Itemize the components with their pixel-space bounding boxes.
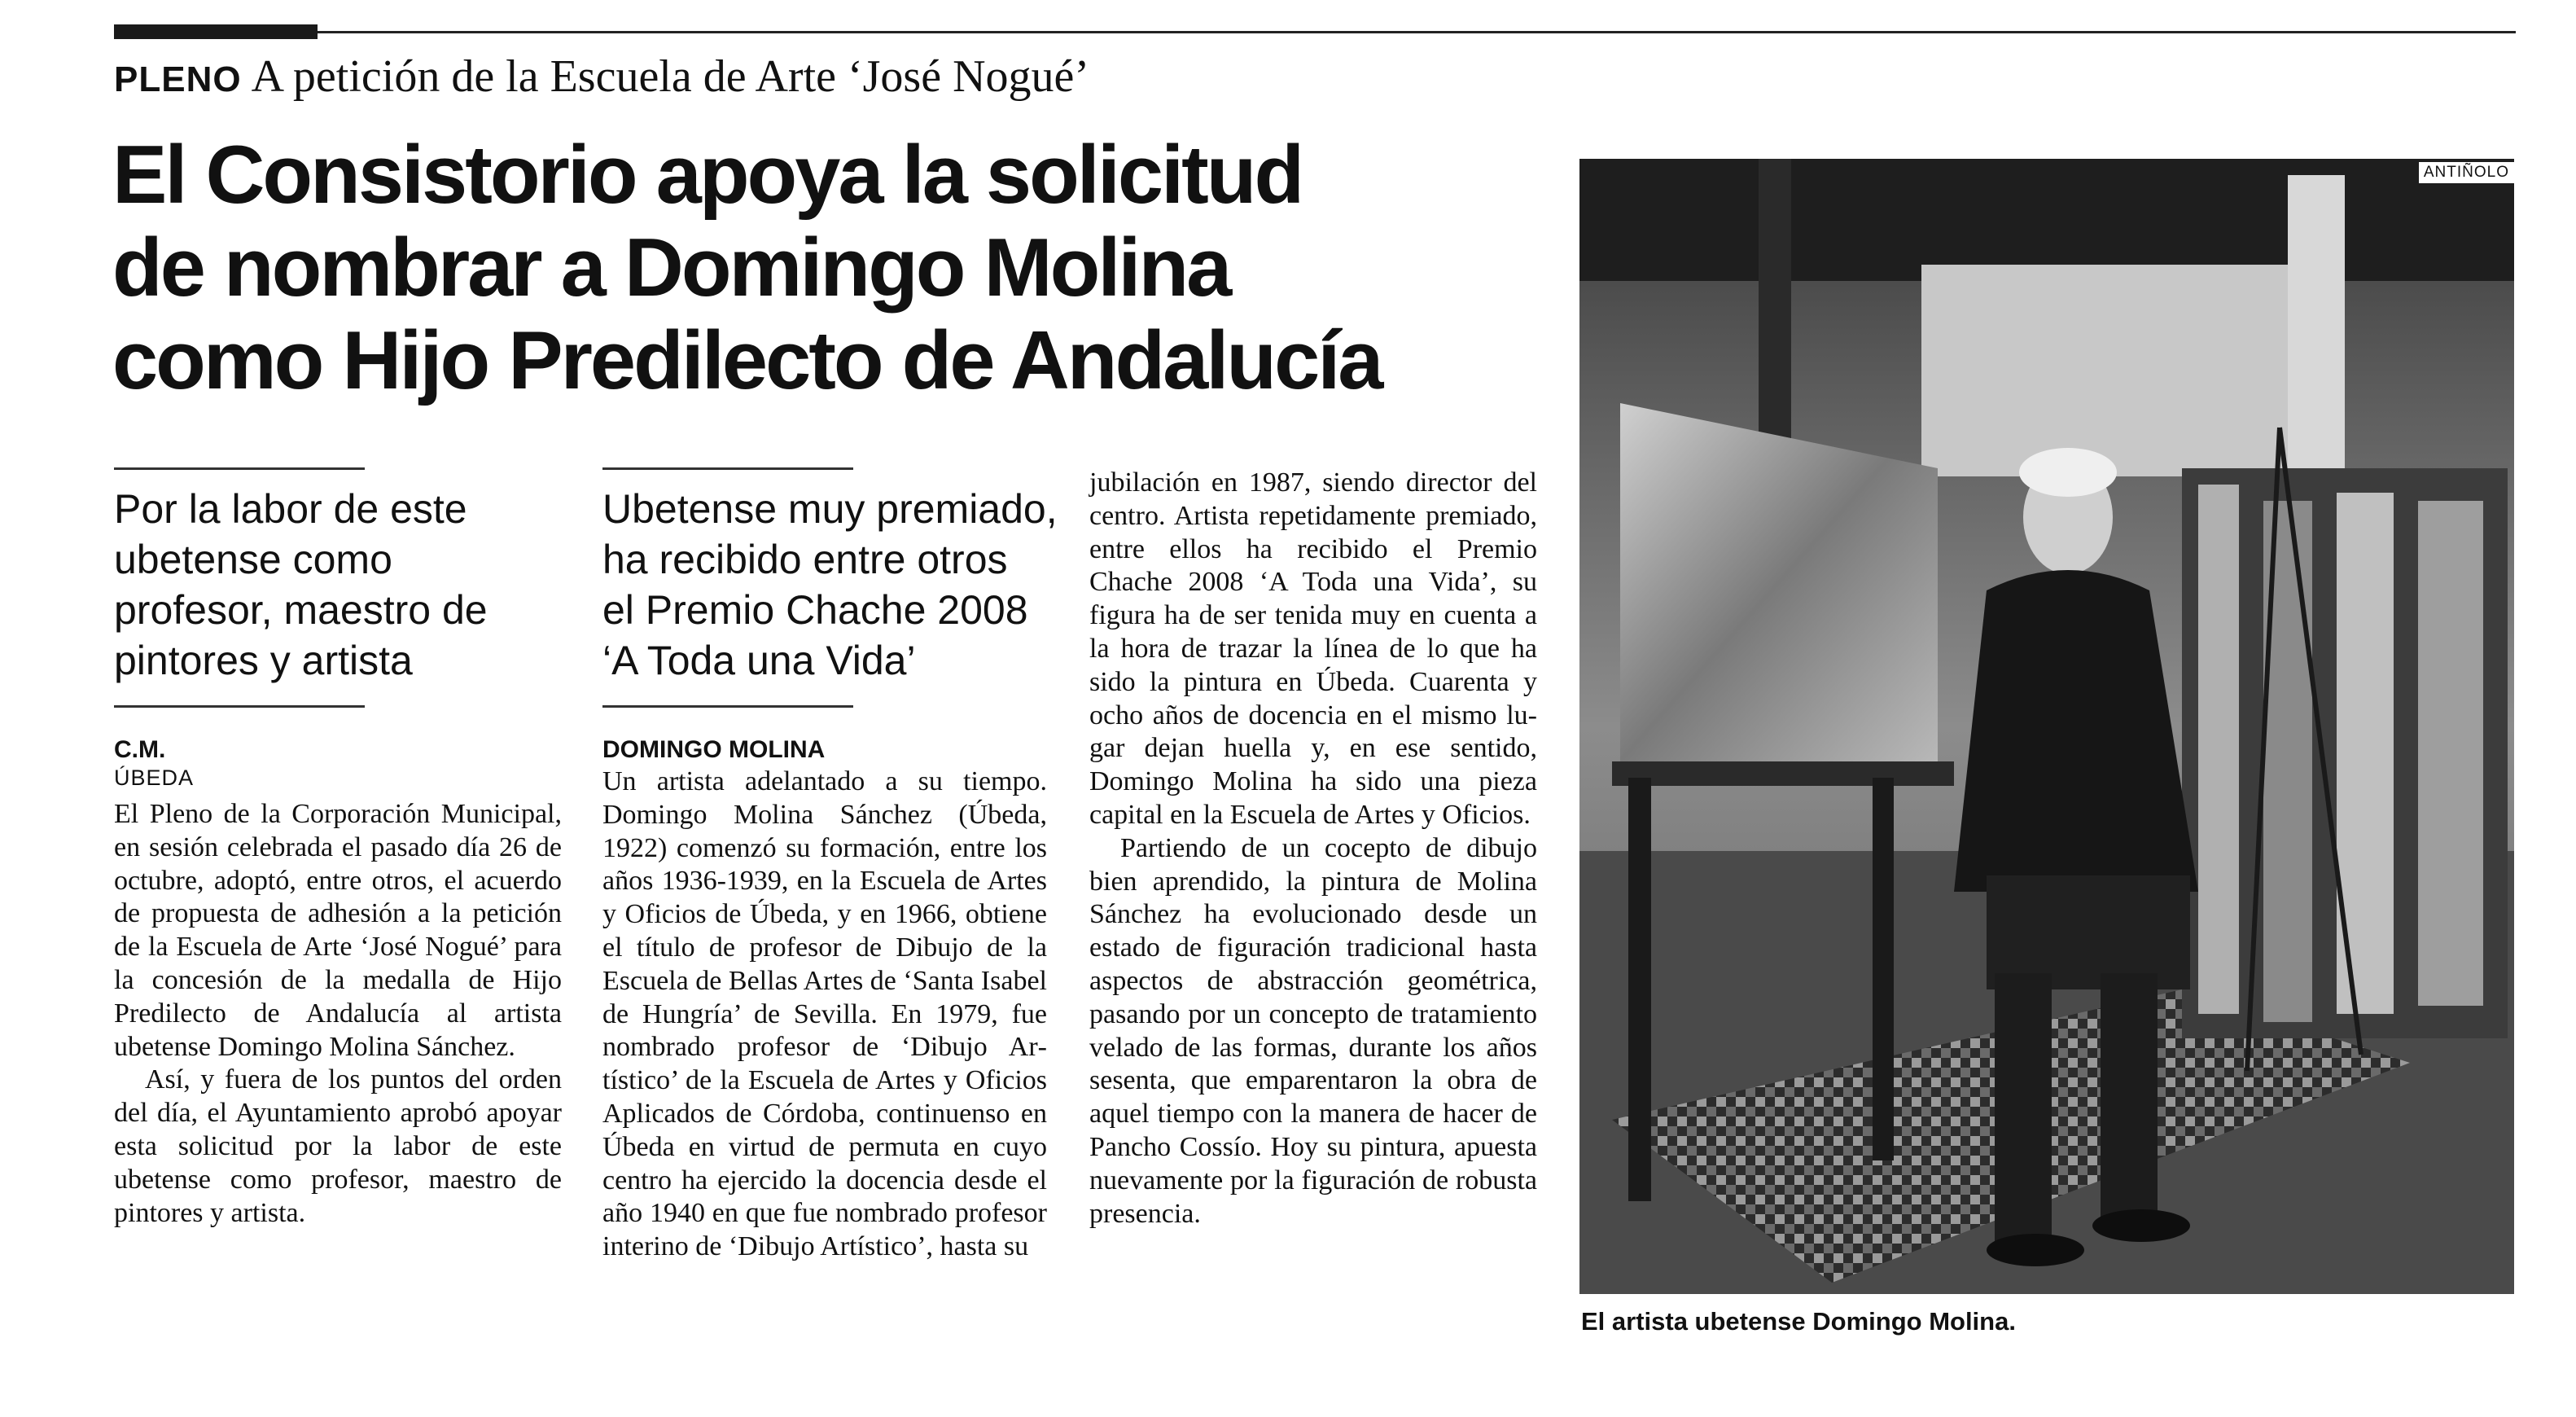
kicker-text: A petición de la Escuela de Arte ‘José Nogué’ — [251, 51, 1090, 102]
subhead-left-line: Por la labor de este — [114, 486, 467, 532]
subhead-right-top-rule — [602, 467, 853, 470]
paragraph: Partiendo de un cocepto de dibujo bien aprendido, la pintura de Molina Sánchez ha evolucionado desde un estado de figuración tradicional hasta aspectos de abstracción geométrica, pasando por un concepto de tratamiento velado de las formas, durante los años sesenta, que emparentaron la obra de aquel tiempo con la manera de hacer de Pancho Cossío. Hoy su pintura, apuesta nuevamente por la figuración de robusta presencia. — [1089, 832, 1537, 1229]
paragraph: jubilación en 1987, siendo director del centro. Artista repetidamente premiado, entre ellos ha recibido el Premio Chache 2008 ‘A Toda una Vida’, su figura ha de ser tenida muy en cuenta a la hora de trazar la línea de lo que ha sido la pintura en Úbeda. Cuarenta y ocho años de docencia en el mismo lugar dejan huella y, en ese sentido, Domingo Molina ha sido una pieza capital en la Escuela de Artes y Oficios. — [1089, 467, 1537, 830]
subhead-left — [114, 484, 570, 686]
subhead-left-line: profesor, maestro de — [114, 587, 488, 633]
studio-scene-illustration — [1579, 159, 2514, 1294]
subhead-right-line: el Premio Chache 2008 — [602, 587, 1028, 633]
subhead-left-bottom-rule — [114, 705, 365, 708]
body-column-3 — [1089, 467, 1537, 1231]
body-column-1 — [114, 798, 562, 1230]
subhead-right-line: ha recibido entre otros — [602, 537, 1008, 582]
artist-photo — [1579, 159, 2514, 1294]
section-top-bar — [114, 24, 318, 39]
byline-author: C.M. — [114, 736, 166, 763]
photo-caption: El artista ubetense Domingo Molina. — [1581, 1307, 2016, 1336]
paragraph: El Pleno de la Corporación Municipal, en sesión celebrada el pasado día 26 de octubre, adoptó, entre otros, el acuerdo de propuesta de adhesión a la petición de la Escuela de Arte ‘José Nogué’ para la concesión de la medalla de Hijo Predilecto de Andalucía al artista ubetense Domingo Molina Sánchez. — [114, 799, 562, 1062]
section-header: DOMINGO MOLINA — [602, 736, 826, 763]
subhead-right — [602, 484, 1058, 686]
body-column-2 — [602, 766, 1047, 1264]
paragraph: Un artista adelantado a su tiempo. Domingo Molina Sánchez (Úbeda, 1922) comenzó su formación, entre los años 1936-1939, en la Escuela de Artes y Oficios de Úbeda, y en 1966, obtiene el título de profesor de Dibujo de la Escuela de Bellas Artes de ‘Santa Isabel de Hungría’ de Sevilla. En 1979, fue nombrado profesor de ‘Dibujo Artístico’ de la Escuela de Artes y Oficios Aplicados de Córdoba, continuenso en Úbeda en virtud de permuta en cuyo centro ha ejercido la docencia desde el año 1940 en que fue nombrado profesor interino de ‘Dibujo Artístico’, hasta su — [602, 766, 1047, 1262]
subhead-left-top-rule — [114, 467, 365, 470]
byline-place: ÚBEDA — [114, 766, 195, 790]
subhead-left-line: ubetense como — [114, 537, 392, 582]
headline-line-3: como Hijo Predilecto de Andalucía — [112, 315, 1382, 406]
subhead-right-bottom-rule — [602, 705, 853, 708]
top-rule — [318, 31, 2516, 33]
kicker — [114, 50, 1089, 103]
paragraph: Así, y fuera de los puntos del orden del día, el Ayuntamiento aprobó apoyar esta solicitud por la labor de este ubetense como profesor, maestro de pintores y artista. — [114, 1064, 562, 1228]
subhead-right-line: ‘A Toda una Vida’ — [602, 638, 916, 683]
headline — [112, 129, 1578, 407]
headline-line-1: El Consistorio apoya la solicitud — [112, 129, 1303, 221]
headline-line-2: de nombrar a Domingo Molina — [112, 222, 1230, 314]
kicker-section: PLENO — [114, 59, 242, 99]
subhead-right-line: Ubetense muy premiado, — [602, 486, 1058, 532]
photo-credit: ANTIÑOLO — [2419, 162, 2514, 183]
subhead-left-line: pintores y artista — [114, 638, 413, 683]
